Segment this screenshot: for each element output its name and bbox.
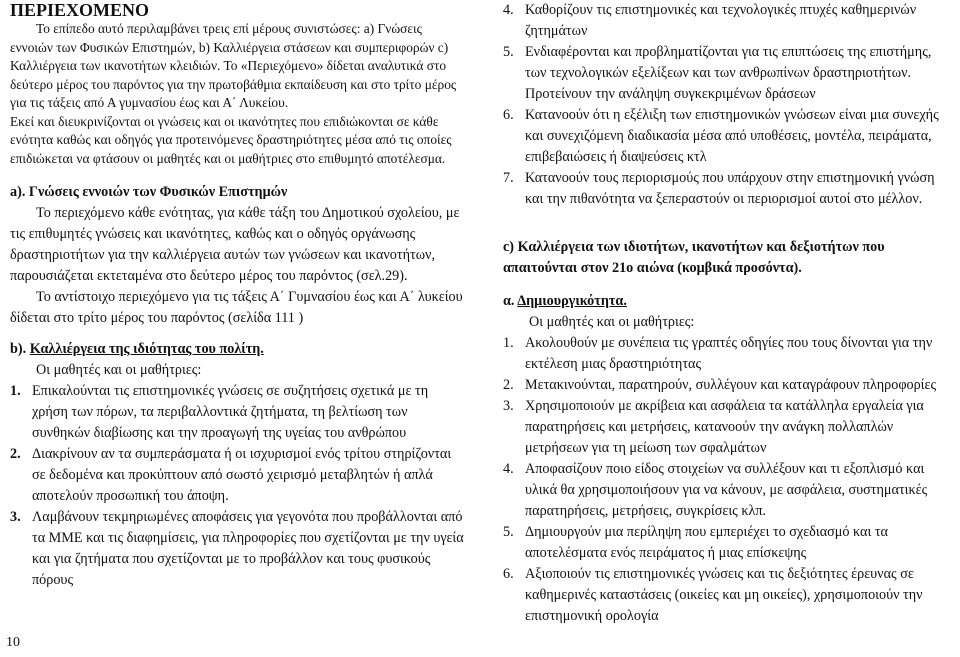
section-a-title: Γνώσεις εννοιών των Φυσικών Επιστημών [28,184,288,200]
subsection-a-heading [503,291,948,312]
list-item [10,444,465,507]
list-item [503,105,948,168]
section-a-heading [10,182,465,203]
intro-paragraph-2: Εκεί και διευκρινίζονται οι γνώσεις και οι ικανότητες που επιδιώκονται σε κάθε ενότητα καθώς και οδηγός για προτεινόμενες δραστηριότητες μέσα από τις οποίες επιδιώκεται να φτάσουν οι μαθητές και οι μαθήτριες στο επιθυμητό αποτέλεσμα. [10,113,452,166]
list-item-text: Καθορίζουν τις επιστημονικές και τεχνολογικές πτυχές καθημερινών ζητημάτων [525,2,917,39]
subsection-a-prefix: α. [503,293,515,309]
list-item-text: Κατανοούν τους περιορισμούς που υπάρχουν στην επιστημονική γνώση και την πιθανότητα να ξεπεραστούν οι περιορισμοί αυτοί στο μέλλον. [525,170,935,207]
section-a-prefix: a). [10,184,26,200]
list-item-text: Χρησιμοποιούν με ακρίβεια και ασφάλεια τα κατάλληλα εργαλεία για παρατηρήσεις και μετρήσεις, κατανοούν την ανάγκη πολλαπλών μετρήσεων για τη μείωση των σφαλμάτων [525,398,924,456]
list-item [503,168,948,210]
section-b-list-continued [503,0,948,210]
subsection-a-lead: Οι μαθητές και οι μαθήτριες: [529,314,695,330]
section-b-list [10,381,465,591]
list-item-text: Διακρίνουν αν τα συμπεράσματα ή οι ισχυρισμοί ενός τρίτου στηρίζονται σε δεδομένα και προκύπτουν από σωστό χειρισμό μεταβλητών ή απλά αποτελούν προσωπική του άποψη. [32,446,452,504]
right-column [503,0,948,627]
section-a-paragraph-2: Το αντίστοιχο περιεχόμενο για τις τάξεις Α΄ Γυμνασίου έως και Α΄ λυκείου δίδεται στο τρίτο μέρος του παρόντος (σελίδα 111 ) [10,289,463,326]
page-heading: ΠΕΡΙΕΧΟΜΕΝΟ [10,0,150,20]
list-item [503,522,948,564]
list-item-number: 7. [503,170,514,186]
list-item-number: 2. [503,377,514,393]
section-b-prefix: b). [10,341,27,357]
subsection-a-title: Δημιουργικότητα. [517,293,627,309]
section-b-heading [10,339,465,360]
list-item-text: Ακολουθούν με συνέπεια τις γραπτές οδηγίες που τους δίνονται για την εκτέλεση μιας δραστηριότητας [525,335,933,372]
list-item [503,396,948,459]
page-number: 10 [6,635,20,650]
list-item-text: Λαμβάνουν τεκμηριωμένες αποφάσεις για γεγονότα που προβάλλονται από τα ΜΜΕ και τις διαφημίσεις, για πληροφορίες που σχετίζονται με την υγεία και για ζητήματα που σχετίζονται με το προβάλλον και τους φυσικούς πόρους [32,509,464,588]
list-item-number: 1. [10,383,21,399]
list-item [503,42,948,105]
intro-paragraph-1: Το επίπεδο αυτό περιλαμβάνει τρεις επί μέρους συνιστώσες: a) Γνώσεις εννοιών των Φυσικών Επιστημών, b) Καλλιέργεια στάσεων και συμπεριφορών c) Καλλιέργεια των ικανοτήτων κλειδιών. Το «Περιεχόμενο» δίδεται αναλυτικά στο δεύτερο μέρος του παρόντος για την πρωτοβάθμια εκπαίδευση και στο τρίτο μέρος για τις τάξεις από Α γυμνασίου έως και Α΄ Λυκείου. [10,21,457,110]
section-b-lead: Οι μαθητές και οι μαθήτριες: [36,362,202,378]
list-item-number: 4. [503,461,514,477]
list-item-number: 1. [503,335,514,351]
list-item-number: 5. [503,44,514,60]
list-item-number: 3. [10,509,21,525]
list-item-text: Επικαλούνται τις επιστημονικές γνώσεις σε συζητήσεις σχετικά με τη χρήση των πόρων, τα περιβαλλοντικά ζητήματα, τη βελτίωση των συνθηκών διαβίωσης και την προαγωγή της υγείας του ανθρώπου [32,383,429,441]
list-item-number: 6. [503,107,514,123]
section-b-title: Καλλιέργεια της ιδιότητας του πολίτη. [29,341,264,357]
list-item-number: 4. [503,2,514,18]
list-item-number: 6. [503,566,514,582]
list-item [503,0,948,42]
list-item [10,381,465,444]
list-item [503,375,948,396]
list-item-number: 3. [503,398,514,414]
list-item [503,564,948,627]
subsection-a-list [503,333,948,627]
list-item-text: Μετακινούνται, παρατηρούν, συλλέγουν και καταγράφουν πληροφορίες [525,377,937,393]
section-c-heading [503,237,948,279]
list-item-text: Αποφασίζουν ποιο είδος στοιχείων να συλλέξουν και τι εξοπλισμό και υλικά θα χρησιμοποιήσουν για να κάνουν, με ασφάλεια, συστηματικές παρατηρήσεις, μετρήσεις, συγκρίσεις κλπ. [525,461,928,519]
left-column [10,0,465,591]
section-c-title: Καλλιέργεια των ιδιοτήτων, ικανοτήτων και δεξιοτήτων που απαιτούνται στον 21ο αιώνα (κομβικά προσόντα). [503,239,885,276]
list-item-text: Ενδιαφέρονται και προβληματίζονται για τις επιπτώσεις της επιστήμης, των τεχνολογικών εξελίξεων και των ανθρωπίνων δραστηριοτήτων. Προτείνουν την ανάληψη συγκεκριμένων δράσεων [525,44,932,102]
list-item-number: 2. [10,446,21,462]
section-c-prefix: c) [503,239,515,255]
list-item-text: Κατανοούν ότι η εξέλιξη των επιστημονικών γνώσεων είναι μια συνεχής και συνεχιζόμενη διαδικασία μέσα από υποθέσεις, μοντέλα, πειράματα, επιβεβαιώσεις ή διαψεύσεις κτλ [525,107,939,165]
list-item-number: 5. [503,524,514,540]
list-item [503,333,948,375]
list-item-text: Δημιουργούν μια περίληψη που εμπεριέχει το σχεδιασμό και τα αποτελέσματα ενός πειράματος ή μιας επίσκεψης [525,524,888,561]
list-item [10,507,465,591]
section-a-paragraph-1: Το περιεχόμενο κάθε ενότητας, για κάθε τάξη του Δημοτικού σχολείου, με τις επιθυμητές γνώσεις και ικανότητες, καθώς και ο οδηγός οργάνωσης δραστηριοτήτων για την καλλιέργεια αυτών των γνώσεων και ικανοτήτων, παρουσιάζεται εκτεταμένα στο δεύτερο μέρος του παρόντος (σελ.29). [10,205,460,284]
list-item-text: Αξιοποιούν τις επιστημονικές γνώσεις και τις δεξιότητες έρευνας σε καθημερινές καταστάσεις (οικείες και μη οικείες), χρησιμοποιούν την επιστημονική ορολογία [525,566,923,624]
list-item [503,459,948,522]
